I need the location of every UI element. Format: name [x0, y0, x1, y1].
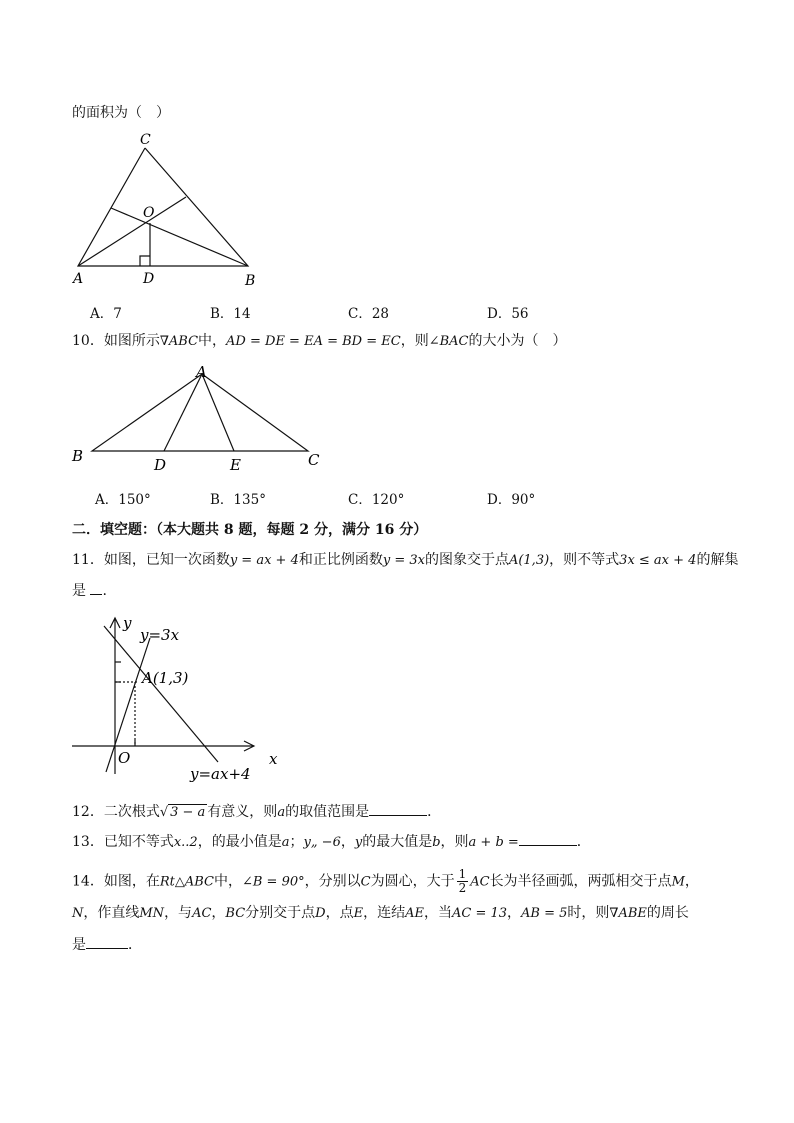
q9-option-c: C．28 — [348, 306, 390, 322]
q10-triangle-abc — [92, 374, 308, 451]
q14-fraction-denominator: 2 — [458, 881, 467, 895]
q14-text-11: ，点 — [325, 905, 354, 921]
q13-end: ． — [576, 834, 591, 850]
q13-text-1: 13．已知不等式 — [72, 834, 174, 850]
q14-segment-ae: AE — [405, 906, 424, 921]
q10-equality: AD = DE = EA = BD = EC — [226, 334, 401, 349]
q11-line-y-ax-plus-4 — [104, 626, 218, 762]
q11-label-origin: O — [118, 749, 131, 767]
q14-var-c: C — [360, 874, 371, 890]
q14-question-line3 — [72, 936, 142, 954]
q10-label-c: C — [308, 451, 320, 469]
q12-radical: √ 3 − a — [159, 805, 206, 820]
q12-text-1: 12．二次根式 — [72, 804, 160, 820]
q13-text-6: ，则 — [440, 834, 469, 850]
q10-mid2: ，则 — [400, 333, 429, 349]
q11-label-y-axis: y — [123, 614, 132, 632]
q10-option-a: A．150° — [95, 492, 151, 508]
q14-text-6: ， — [684, 873, 699, 890]
q9-option-b: B．14 — [210, 306, 251, 322]
q11-question-line2 — [72, 582, 107, 600]
q11-answer-blank[interactable] — [90, 582, 102, 595]
q11-end: . — [102, 583, 107, 599]
q13-condition-x: x..2 — [173, 835, 198, 850]
q10-label-a: A — [196, 363, 207, 381]
q13-text-5: 的最大值是 — [362, 834, 433, 850]
q9-option-a: A．7 — [90, 306, 122, 322]
q14-text-1: 14．如图，在 — [72, 873, 160, 890]
q10-angle: ∠BAC — [428, 334, 469, 349]
q10-question — [72, 332, 566, 351]
q13-text-3: ； — [289, 834, 304, 850]
q10-option-d: D．90° — [487, 492, 536, 508]
q10-mid: 中， — [198, 333, 227, 349]
q10-prefix: 10．如图所示 — [72, 333, 160, 349]
q11-inequality: 3x ≤ ax + 4 — [619, 553, 697, 568]
q14-text-4: 为圆心，大于 — [370, 873, 455, 890]
q9-angle-bisector-a — [78, 197, 186, 266]
q10-label-e: E — [230, 456, 241, 474]
q13-question — [72, 833, 591, 852]
q11-function-linear: y = ax + 4 — [229, 553, 299, 568]
q12-text-2: 有意义，则 — [207, 804, 278, 820]
q13-text-4: ， — [340, 834, 355, 850]
q14-segment-bc: BC — [225, 906, 246, 921]
q9-angle-bisector-b — [111, 208, 248, 266]
q10-label-d: D — [154, 456, 167, 474]
q9-label-c: C — [140, 132, 151, 148]
q14-triangle-abe: ∇ABE — [609, 906, 647, 921]
q10-option-b: B．135° — [210, 492, 266, 508]
q14-text-10: 分别交于点 — [245, 905, 316, 921]
q14-answer-blank[interactable] — [86, 936, 128, 949]
q14-value-ac: AC = 13 — [451, 906, 508, 921]
q9-option-d: D．56 — [487, 306, 529, 322]
q14-text-12: ，连结 — [363, 905, 406, 921]
q12-text-3: 的取值范围是 — [285, 804, 370, 820]
q14-text-3: ，分别以 — [304, 873, 361, 890]
q9-question-tail: 的面积为（ ） — [72, 105, 170, 121]
q10-option-c: C．120° — [348, 492, 405, 508]
q14-text-16: 的周长 — [646, 905, 689, 921]
q11-text-3: 的图象交于点 — [424, 552, 509, 568]
q12-answer-blank[interactable] — [369, 803, 427, 816]
q13-var-b: b — [432, 835, 441, 850]
q14-text-2: 中， — [213, 873, 242, 890]
q11-graph-figure — [68, 612, 288, 782]
q14-right-triangle: Rt△ABC — [159, 874, 214, 890]
q14-text-15: 时，则 — [567, 905, 610, 921]
q13-expression: a + b = — [468, 835, 519, 850]
q14-var-e: E — [353, 906, 364, 921]
q12-variable: a — [277, 805, 286, 820]
q14-end: ． — [128, 937, 142, 953]
q11-label-y-3x: y=3x — [140, 626, 180, 644]
q14-fraction-numerator: 1 — [458, 867, 467, 881]
q11-text-2: 和正比例函数 — [298, 552, 383, 568]
q13-var-y: y — [354, 835, 363, 850]
q14-line-mn: MN — [139, 906, 165, 921]
q14-var-n: N — [72, 906, 84, 921]
q13-condition-y: y„ −6 — [303, 835, 341, 850]
q10-label-b: B — [72, 447, 84, 465]
q14-text-5: 长为半径画弧，两弧相交于点 — [489, 873, 672, 890]
q9-label-a: A — [73, 271, 84, 287]
q11-text-1: 11．如图，已知一次函数 — [72, 552, 230, 568]
q14-text-7: ，作直线 — [83, 905, 140, 921]
q10-suffix: 的大小为（ ） — [468, 333, 567, 349]
q9-triangle-abc — [78, 148, 248, 266]
q11-label-y-ax-plus-4: y=ax+4 — [190, 765, 251, 782]
q14-question-line2 — [72, 904, 689, 923]
q9-label-d: D — [143, 271, 155, 287]
q14-value-ab: AB = 5 — [521, 906, 568, 921]
q10-triangle: ∇ABC — [159, 334, 199, 349]
q14-fraction-half — [457, 868, 469, 895]
q9-label-b: B — [245, 273, 256, 288]
q10-segment-ad — [164, 374, 202, 451]
q13-var-a: a — [281, 835, 290, 850]
q14-var-d: D — [315, 906, 326, 921]
q14-var-m: M — [671, 874, 685, 890]
q11-question — [72, 551, 738, 570]
q11-text-6: 是 — [72, 583, 86, 599]
q11-label-point-a: A(1,3) — [142, 669, 189, 687]
q12-end: ． — [427, 804, 442, 820]
q11-text-5: 的解集 — [696, 552, 739, 568]
q14-text-17: 是 — [72, 937, 86, 953]
q9-label-o: O — [143, 205, 155, 221]
q14-segment-ac-2: AC — [192, 906, 212, 921]
q11-text-4: ，则不等式 — [549, 552, 620, 568]
q14-angle-b: ∠B = 90° — [241, 874, 305, 890]
q14-text-13: ，当 — [423, 905, 452, 921]
q14-text-8: ，与 — [164, 905, 193, 921]
q13-answer-blank[interactable] — [519, 833, 577, 846]
section-fill-in-title: 二．填空题：（本大题共 8 题，每题 2 分，满分 16 分） — [72, 522, 428, 538]
q12-question — [72, 803, 441, 822]
q14-text-14: ， — [507, 905, 522, 921]
q12-radicand: 3 − a — [170, 805, 206, 820]
q10-triangle-figure — [68, 360, 338, 475]
q14-question-line1 — [72, 868, 699, 895]
q9-right-angle-mark — [140, 256, 150, 266]
q11-function-proportional: y = 3x — [382, 553, 425, 568]
q11-point: A(1,3) — [508, 553, 550, 568]
q14-segment-ac: AC — [470, 874, 490, 890]
q9-triangle-figure — [68, 128, 288, 288]
q11-label-x-axis: x — [269, 750, 278, 768]
q13-text-2: ，的最小值是 — [197, 834, 282, 850]
q14-text-9: ， — [211, 905, 226, 921]
